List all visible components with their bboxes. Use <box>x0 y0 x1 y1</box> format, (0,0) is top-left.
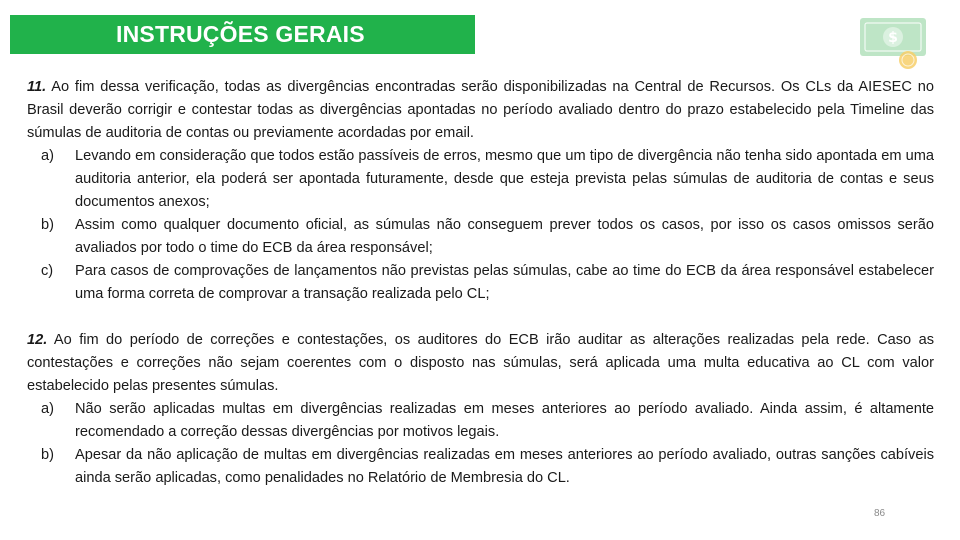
section-11-paragraph <box>27 76 934 145</box>
section-12-paragraph <box>27 329 934 398</box>
list-marker: a) <box>41 401 54 417</box>
list-marker: b) <box>41 217 54 233</box>
page-number: 86 <box>874 508 886 519</box>
section-11-number: 11. <box>27 79 47 95</box>
page-title: INSTRUÇÕES GERAIS <box>116 21 365 47</box>
list-item-text: Assim como qualquer documento oficial, as súmulas não conseguem prever todos os casos, por isso os casos omissos serão avaliados por todo o time do ECB da área responsável; <box>75 217 934 256</box>
section-12-text: Ao fim do período de correções e contestações, os auditores do ECB irão auditar as alterações realizadas pela rede. Caso as contestações e correções não sejam coerentes com o disposto nas súmulas, será aplicada uma multa educativa ao CL com valor estabelecido pelas presentes súmulas. <box>27 332 935 394</box>
money-coin-icon <box>858 14 930 74</box>
title-banner <box>10 15 475 54</box>
list-item-text: Não serão aplicadas multas em divergências realizadas em meses anteriores ao período avaliado. Ainda assim, é altamente recomendado a correção dessas divergências por motivos legais. <box>75 401 934 440</box>
svg-text:$: $ <box>888 30 898 46</box>
list-item <box>27 260 934 306</box>
list-marker: c) <box>41 263 54 279</box>
paragraph-gap <box>27 306 934 329</box>
section-11-list <box>27 145 934 306</box>
list-item-text: Levando em consideração que todos estão passíveis de erros, mesmo que um tipo de divergência não tenha sido apontada em uma auditoria anterior, ela poderá ser apontada futuramente, desde que esteja prevista pelas súmulas de auditoria de contas e seus documentos anexos; <box>75 148 934 210</box>
list-item <box>27 398 934 444</box>
section-12-list <box>27 398 934 490</box>
list-item <box>27 214 934 260</box>
list-item <box>27 145 934 214</box>
section-11-text: Ao fim dessa verificação, todas as divergências encontradas serão disponibilizadas na Central de Recursos. Os CLs da AIESEC no Brasil deverão corrigir e contestar todas as divergências apontadas no período avaliado dentro do prazo estabelecido pela Timeline das súmulas de auditoria de contas ou previamente acordadas por email. <box>27 79 935 141</box>
section-12-number: 12. <box>27 332 48 348</box>
list-marker: b) <box>41 447 54 463</box>
list-marker: a) <box>41 148 54 164</box>
list-item-text: Para casos de comprovações de lançamentos não previstas pelas súmulas, cabe ao time do ECB da área responsável estabelecer uma forma correta de comprovar a transação realizada pelo CL; <box>75 263 934 302</box>
list-item-text: Apesar da não aplicação de multas em divergências realizadas em meses anteriores ao período avaliado, outras sanções cabíveis ainda serão aplicadas, como penalidades no Relatório de Membresia do CL. <box>75 447 934 486</box>
document-body <box>27 76 934 490</box>
list-item <box>27 444 934 490</box>
